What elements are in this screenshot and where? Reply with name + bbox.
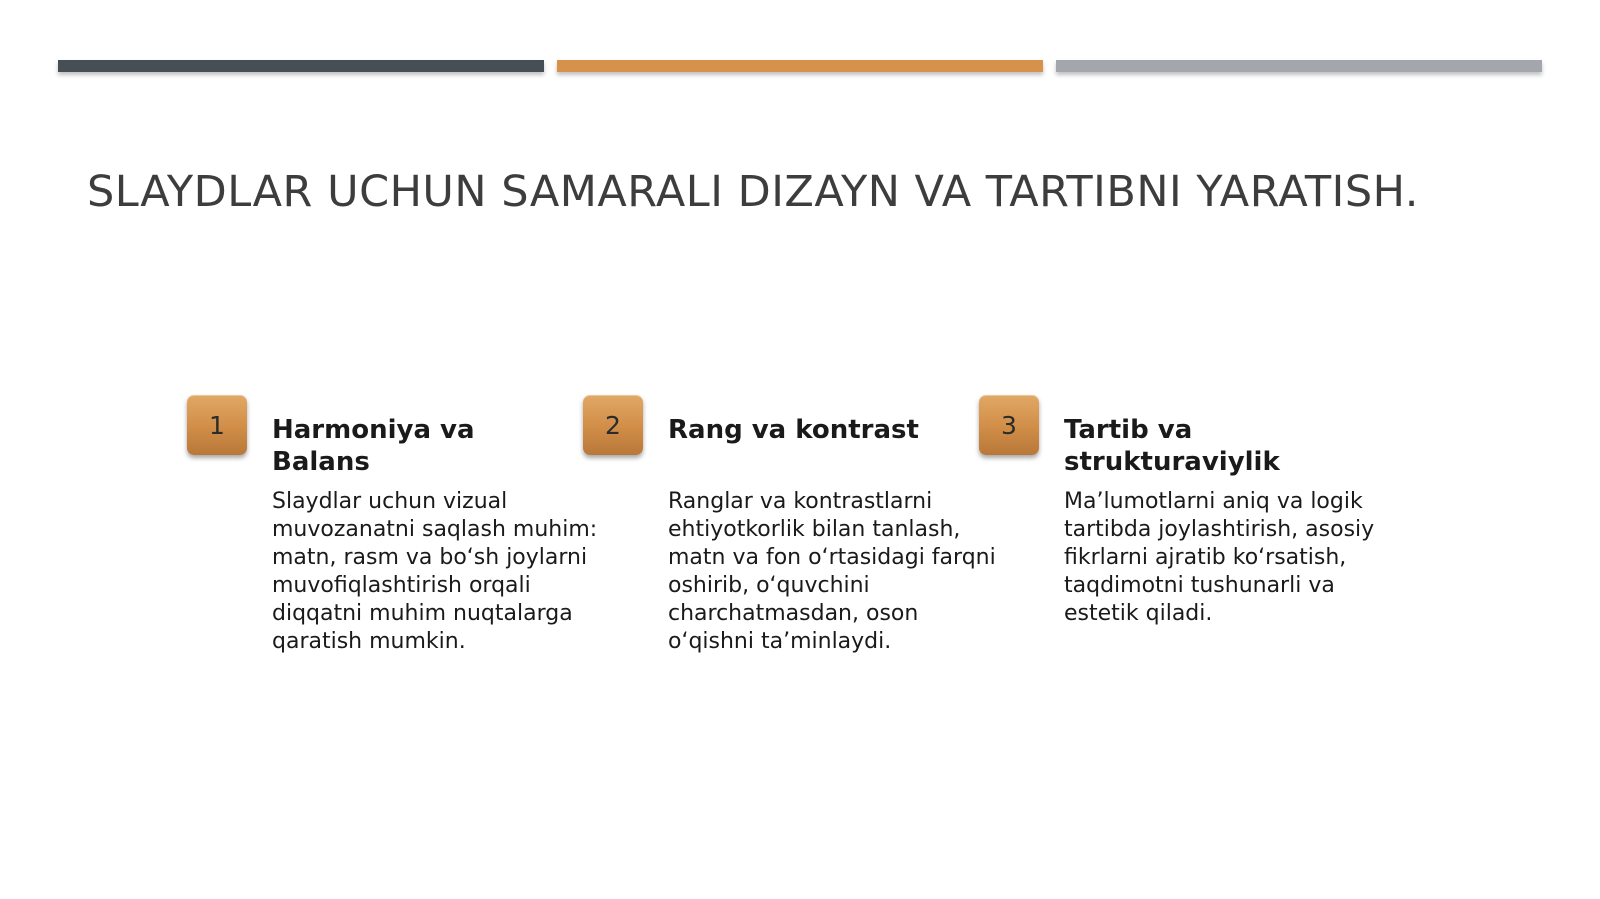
- accent-bar-orange: [557, 60, 1043, 72]
- item-body: Slaydlar uchun vizual muvozanatni saqlash muhim: matn, rasm va bo‘sh joylarni muvofiqlashtirish orqali diqqatni muhim nuqtalarga qaratish mumkin.: [272, 489, 598, 654]
- accent-bar-gray: [1056, 60, 1542, 72]
- slide-title: SLAYDLAR UCHUN SAMARALI DIZAYN VA TARTIBNI YARATISH.: [87, 167, 1419, 217]
- item-body: Ma’lumotlarni aniq va logik tartibda joylashtirish, asosiy fikrlarni ajratib ko‘rsatish, taqdimotni tushunarli va estetik qiladi.: [1064, 489, 1375, 626]
- number-badge: 1: [187, 395, 247, 455]
- item-heading: Harmoniya va Balans: [272, 415, 475, 477]
- item-heading: Tartib va strukturaviylik: [1064, 415, 1280, 477]
- number-badge: 3: [979, 395, 1039, 455]
- number-badge: 2: [583, 395, 643, 455]
- accent-bar-dark: [58, 60, 544, 72]
- item-body: Ranglar va kontrastlarni ehtiyotkorlik bilan tanlash, matn va fon o‘rtasidagi farqni oshirib, o‘quvchini charchatmasdan, oson o‘qishni ta’minlaydi.: [668, 489, 996, 654]
- top-accent-bars: [58, 60, 1542, 74]
- item-heading: Rang va kontrast: [668, 415, 919, 445]
